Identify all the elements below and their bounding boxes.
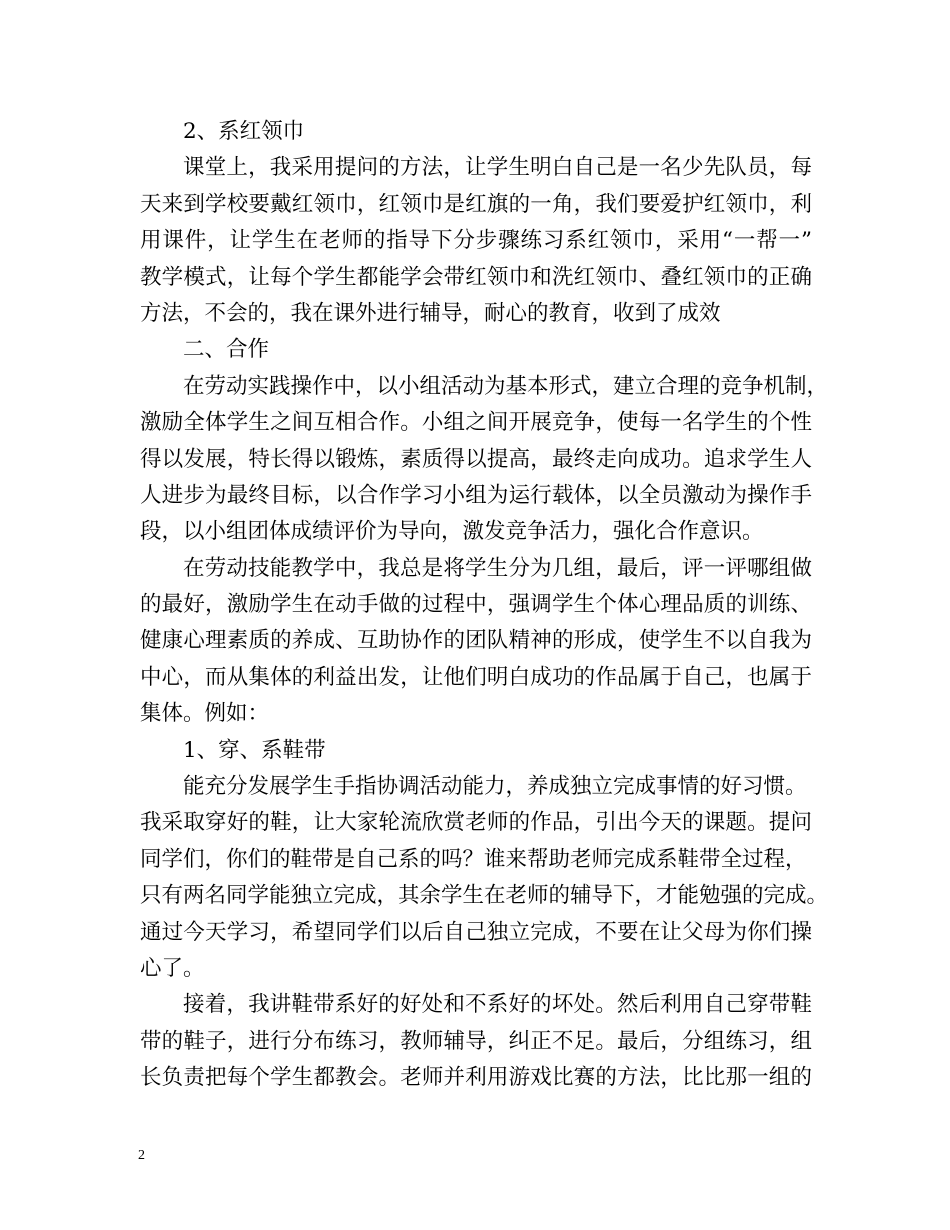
text-line: 教学模式，让每个学生都能学会带红领巾和洗红领巾、叠红领巾的正确 [140, 264, 812, 290]
heading-cooperation: 二、合作 [183, 337, 270, 363]
text-line: 天来到学校要戴红领巾，红领巾是红旗的一角，我们要爱护红领巾，利 [140, 191, 812, 217]
text-line: 激励全体学生之间互相合作。小组之间开展竞争，使每一名学生的个性 [140, 410, 812, 436]
text-line: 长负责把每个学生都教会。老师并利用游戏比赛的方法，比比那一组的 [140, 1065, 812, 1091]
text-line: 课堂上，我采用提问的方法，让学生明白自己是一名少先队员，每 [183, 155, 812, 181]
text-line: 集体。例如： [140, 701, 270, 727]
text-line: 能充分发展学生手指协调活动能力，养成独立完成事情的好习惯。 [183, 774, 807, 800]
text-line: 在劳动技能教学中，我总是将学生分为几组，最后，评一评哪组做 [183, 555, 812, 581]
text-line: 通过今天学习，希望同学们以后自己独立完成，不要在让父母为你们操 [140, 919, 812, 945]
heading-shoelaces: 1、穿、系鞋带 [183, 737, 326, 763]
text-line: 只有两名同学能独立完成，其余学生在老师的辅导下，才能勉强的完成。 [140, 883, 829, 909]
text-line: 心了。 [140, 955, 205, 981]
text-line: 我采取穿好的鞋，让大家轮流欣赏老师的作品，引出今天的课题。提问 [140, 810, 812, 836]
document-body [140, 114, 829, 1097]
text-line: 带的鞋子，进行分布练习，教师辅导，纠正不足。最后，分组练习，组 [140, 1028, 812, 1054]
page-number: 2 [138, 1148, 145, 1163]
text-line: 得以发展，特长得以锻炼，素质得以提高，最终走向成功。追求学生人 [140, 446, 812, 472]
text-line: 中心，而从集体的利益出发，让他们明白成功的作品属于自己，也属于 [140, 664, 812, 690]
text-line: 在劳动实践操作中，以小组活动为基本形式，建立合理的竞争机制， [183, 373, 829, 399]
heading-tie-red-scarf: 2、系红领巾 [183, 119, 305, 144]
text-line: 接着，我讲鞋带系好的好处和不系好的坏处。然后利用自己穿带鞋 [183, 992, 812, 1018]
text-line: 健康心理素质的养成、互助协作的团队精神的形成，使学生不以自我为 [140, 628, 812, 654]
text-line: 用课件，让学生在老师的指导下分步骤练习系红领巾，采用“一帮一” [140, 228, 812, 254]
text-line: 的最好，激励学生在动手做的过程中，强调学生个体心理品质的训练、 [140, 592, 812, 618]
text-line: 方法，不会的，我在课外进行辅导，耐心的教育，收到了成效 [140, 300, 721, 326]
text-line: 同学们，你们的鞋带是自己系的吗？谁来帮助老师完成系鞋带全过程， [140, 846, 807, 872]
text-line: 段，以小组团体成绩评价为导向，激发竞争活力，强化合作意识。 [140, 519, 764, 545]
text-line: 人进步为最终目标，以合作学习小组为运行载体，以全员激动为操作手 [140, 482, 812, 508]
